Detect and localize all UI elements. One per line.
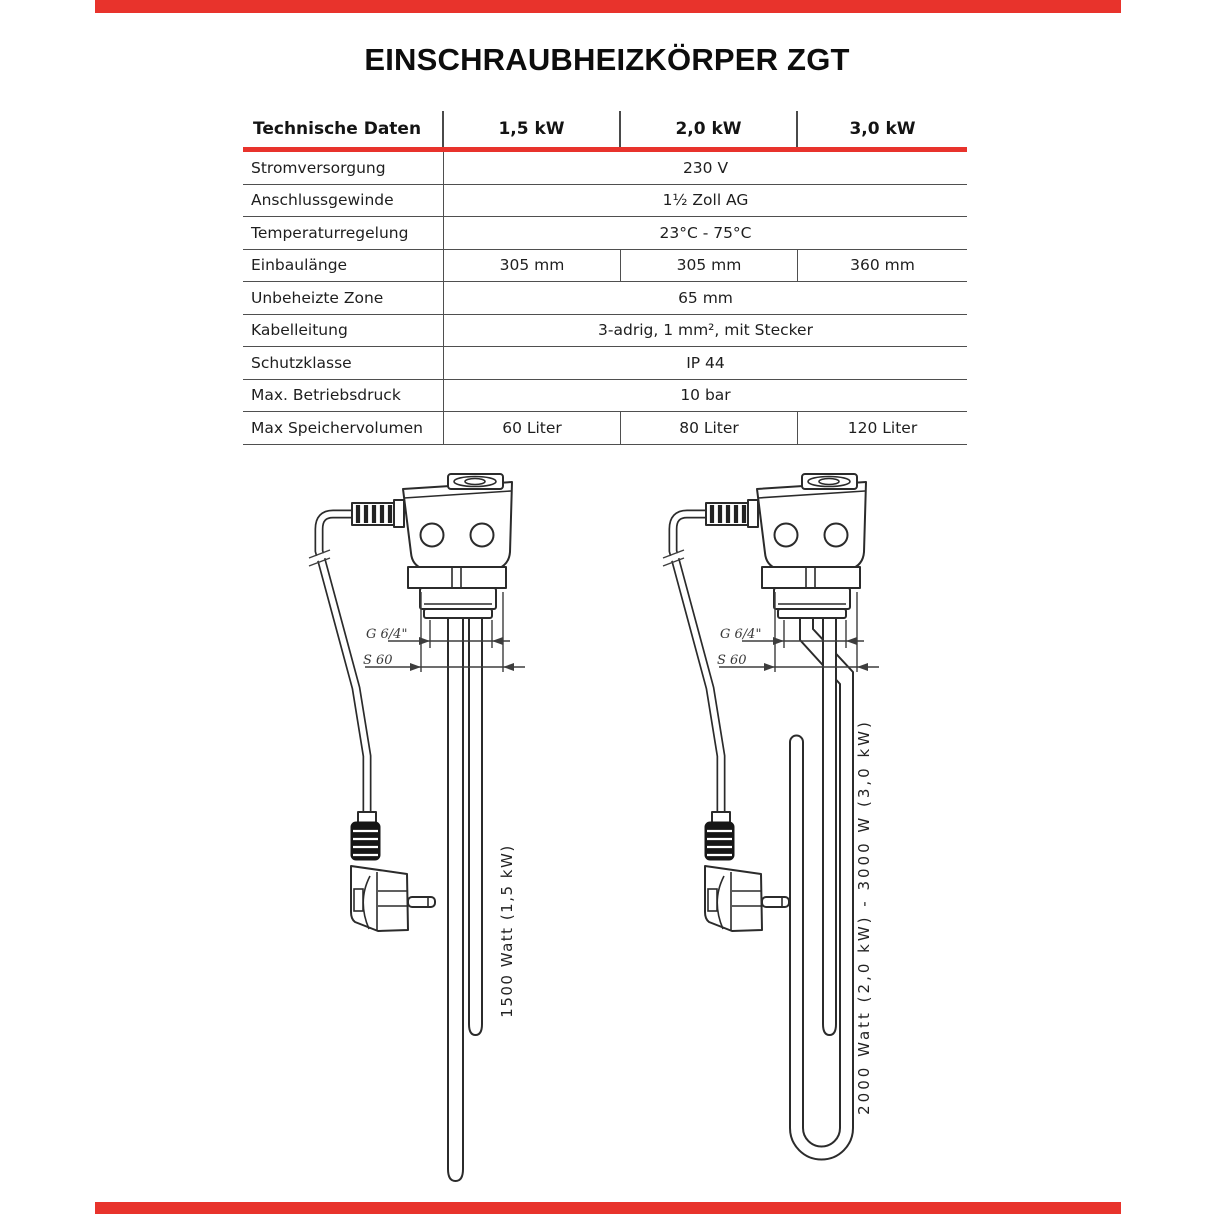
spec-value-cell: 80 Liter [621, 412, 798, 444]
spec-value-cell: 10 bar [680, 386, 731, 405]
bottom-red-bar [95, 1202, 1121, 1214]
table-row [243, 412, 967, 445]
power-label-left: 1500 Watt (1,5 kW) [498, 844, 516, 1018]
spec-value-cell: 305 mm [444, 250, 621, 282]
table-header-row [243, 111, 967, 147]
spec-label-cell: Einbaulänge [243, 250, 444, 282]
spec-value-cell: 360 mm [850, 256, 915, 275]
spec-label-cell: Max Speichervolumen [243, 412, 444, 444]
spec-label-cell: Anschlussgewinde [243, 185, 444, 217]
spec-label-cell: Max. Betriebsdruck [243, 380, 444, 412]
sensor-tube [823, 618, 836, 1035]
table-row [243, 185, 967, 218]
table-row [243, 315, 967, 348]
spec-value-cell: 65 mm [678, 288, 733, 307]
spec-label-cell: Kabelleitung [243, 315, 444, 347]
spec-value-cell: 1½ Zoll AG [662, 191, 749, 210]
spec-value-cell: 120 Liter [847, 418, 918, 437]
spec-label-cell: Schutzklasse [243, 347, 444, 379]
spec-value-cell: 23°C - 75°C [659, 223, 752, 242]
spec-value-cell: 305 mm [621, 250, 798, 282]
spec-table [243, 111, 967, 445]
power-label-right: 2000 Watt (2,0 kW) - 3000 W (3,0 kW) [855, 719, 873, 1115]
sensor-tube [469, 618, 482, 1035]
spec-value-cell: 230 V [682, 158, 729, 177]
table-row [243, 217, 967, 250]
technical-drawing-1-5kw [295, 462, 560, 1197]
table-row [243, 347, 967, 380]
heating-rod [448, 618, 463, 1181]
header-3-0kw: 3,0 kW [849, 119, 916, 139]
page-title: EINSCHRAUBHEIZKÖRPER ZGT [364, 42, 850, 77]
table-body [243, 152, 967, 445]
spec-value-cell: 3-adrig, 1 mm², mit Stecker [598, 321, 813, 340]
top-red-bar [95, 0, 1121, 13]
table-row [243, 282, 967, 315]
table-row [243, 380, 967, 413]
header-1-5kw: 1,5 kW [444, 111, 621, 147]
spec-value-cell: 60 Liter [444, 412, 621, 444]
table-row [243, 152, 967, 185]
table-row [243, 250, 967, 283]
spec-label-cell: Unbeheizte Zone [243, 282, 444, 314]
header-technische-daten: Technische Daten [243, 111, 444, 147]
spec-value-cell: IP 44 [686, 353, 725, 372]
spec-label-cell: Temperaturregelung [243, 217, 444, 249]
technical-drawing-2-3kw [649, 462, 914, 1197]
spec-label-cell: Stromversorgung [243, 152, 444, 184]
header-2-0kw: 2,0 kW [621, 111, 798, 147]
heating-loop [790, 618, 853, 1160]
